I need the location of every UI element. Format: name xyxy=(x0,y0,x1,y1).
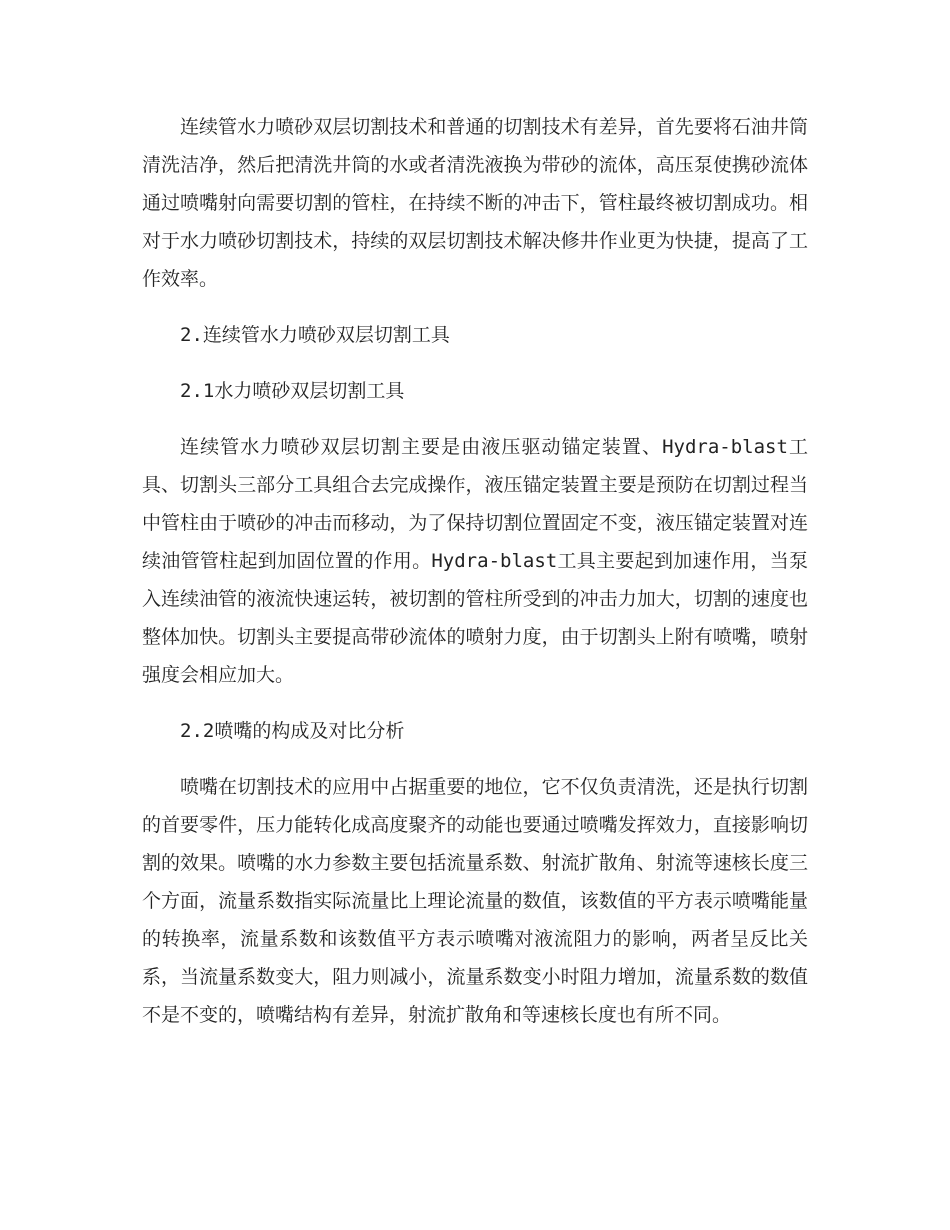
subsection-heading-2-2: 2.2喷嘴的构成及对比分析 xyxy=(180,720,405,742)
body-paragraph-3: 喷嘴在切割技术的应用中占据重要的地位，它不仅负责清洗，还是执行切割的首要零件，压力能转化成高度聚齐的动能也要通过喷嘴发挥效力，直接影响切割的效果。喷嘴的水力参数主要包括流量系数、射流扩散角、射流等速核长度三个方面，流量系数指实际流量比上理论流量的数值，该数值的平方表示喷嘴能量的转换率，流量系数和该数值平方表示喷嘴对液流阻力的影响，两者呈反比关系，当流量系数变大，阻力则减小，流量系数变小时阻力增加，流量系数的数值不是不变的，喷嘴结构有差异，射流扩散角和等速核长度也有所不同。 xyxy=(142,776,808,1026)
body-paragraph-2: 连续管水力喷砂双层切割主要是由液压驱动锚定装置、Hydra-blast工具、切割头三部分工具组合去完成操作，液压锚定装置主要是预防在切割过程当中管柱由于喷砂的冲击而移动，为了保持切割位置固定不变，液压锚定装置对连续油管管柱起到加固位置的作用。Hydra-blast工具主要起到加速作用，当泵入连续油管的液流快速运转，被切割的管柱所受到的冲击力加大，切割的速度也整体加快。切割头主要提高带砂流体的喷射力度，由于切割头上附有喷嘴，喷射强度会相应加大。 xyxy=(142,436,808,686)
subsection-heading-2-1: 2.1水力喷砂双层切割工具 xyxy=(180,380,405,402)
body-paragraph-1: 连续管水力喷砂双层切割技术和普通的切割技术有差异，首先要将石油井筒清洗洁净，然后把清洗井筒的水或者清洗液换为带砂的流体，高压泵使携砂流体通过喷嘴射向需要切割的管柱，在持续不断的冲击下，管柱最终被切割成功。相对于水力喷砂切割技术，持续的双层切割技术解决修井作业更为快捷，提高了工作效率。 xyxy=(142,116,808,290)
document-body xyxy=(142,108,808,1052)
section-heading-2: 2.连续管水力喷砂双层切割工具 xyxy=(180,324,450,346)
